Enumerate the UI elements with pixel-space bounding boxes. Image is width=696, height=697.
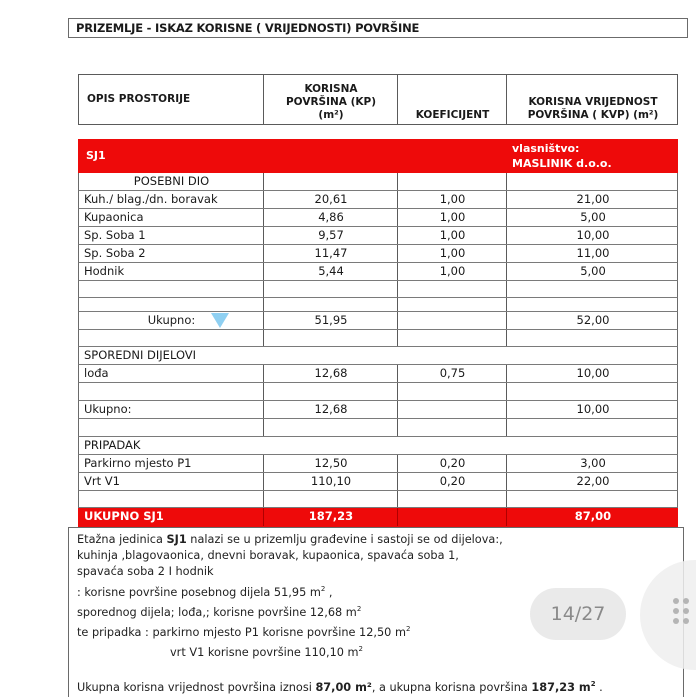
subtotal-kp: 51,95 <box>314 313 348 327</box>
table-header <box>78 74 678 125</box>
kp-value: 12,68 <box>314 366 348 380</box>
kp-value: 5,44 <box>318 264 344 278</box>
note-summary: Ukupna korisna vrijednost površina iznosi 87,00 m², a ukupna korisna površina 187,23 $m^2$ . <box>77 680 603 695</box>
kvp-value: 3,00 <box>580 456 606 470</box>
subtotal-row-sporedni <box>78 401 678 419</box>
note-line: te pripadka : parkirno mjesto P1 korisne površine 12,50 $m^2$ <box>77 625 411 640</box>
note-line: Etažna jedinica SJ1 nalazi se u prizemlju građevine i sastoji se od dijelova:, <box>77 533 503 546</box>
room-name: Kupaonica <box>84 210 144 224</box>
section-title: POSEBNI DIO <box>133 174 210 188</box>
empty-row <box>78 281 678 298</box>
section-title: PRIPADAK <box>84 438 141 452</box>
subtotal-kvp: 10,00 <box>576 402 610 416</box>
note-line: sporednog dijela; lođa,; korisne površine 12,68 $m^2$ <box>77 604 362 619</box>
table-row <box>78 263 678 281</box>
header-korisna-vrijednost: KORISNA VRIJEDNOST POVRŠINA ( KVP) (m²) <box>527 96 659 121</box>
note-line: vrt V1 korisne površine 110,10 $m^2$ <box>170 645 364 660</box>
subtotal-label: Ukupno: <box>147 313 196 327</box>
kp-value: 20,61 <box>314 192 348 206</box>
room-name: lođa <box>84 366 109 380</box>
table-row <box>78 365 678 383</box>
section-pripadak <box>78 437 678 455</box>
section-posebni-dio <box>78 173 678 191</box>
room-name: Hodnik <box>84 264 125 278</box>
koef-value: 1,00 <box>439 246 466 260</box>
kp-value: 9,57 <box>318 228 344 242</box>
kp-value: 11,47 <box>314 246 348 260</box>
grand-total-label: UKUPNO SJ1 <box>84 509 164 523</box>
table-row <box>78 473 678 491</box>
unit-label: SJ1 <box>86 149 106 162</box>
koef-value: 0,20 <box>439 474 466 488</box>
document-title: PRIZEMLJE - ISKAZ KORISNE ( VRIJEDNOSTI) POVRŠINE <box>68 18 688 38</box>
kp-value: 4,86 <box>318 210 344 224</box>
room-name: Sp. Soba 1 <box>84 228 146 242</box>
table-row <box>78 245 678 263</box>
room-name: Parkirno mjesto P1 <box>84 456 192 470</box>
note-line: kuhinja ,blagovaonica, dnevni boravak, kupaonica, spavaća soba 1, <box>77 549 459 563</box>
kp-value: 110,10 <box>310 474 352 488</box>
section-sporedni-dijelovi <box>78 347 678 365</box>
unit-row-sj1 <box>78 139 678 173</box>
page-counter: 14/27 <box>530 588 626 640</box>
header-koeficijent: KOEFICIJENT <box>415 109 490 121</box>
grand-total-kvp: 87,00 <box>574 509 612 523</box>
koef-value: 0,20 <box>439 456 466 470</box>
koef-value: 1,00 <box>439 228 466 242</box>
room-name: Sp. Soba 2 <box>84 246 146 260</box>
kvp-value: 11,00 <box>576 246 610 260</box>
koef-value: 0,75 <box>439 366 466 380</box>
subtotal-kp: 12,68 <box>314 402 348 416</box>
empty-row <box>78 298 678 312</box>
location-marker-icon <box>211 313 229 328</box>
grand-total-kp: 187,23 <box>308 509 354 523</box>
section-title: SPOREDNI DIJELOVI <box>84 348 197 362</box>
table-row <box>78 455 678 473</box>
kvp-value: 5,00 <box>580 264 606 278</box>
empty-row <box>78 419 678 437</box>
kp-value: 12,50 <box>314 456 348 470</box>
table-row <box>78 191 678 209</box>
table-row <box>78 227 678 245</box>
kvp-value: 10,00 <box>576 366 610 380</box>
subtotal-row-posebni <box>78 312 678 330</box>
koef-value: 1,00 <box>439 192 466 206</box>
room-name: Kuh./ blag./dn. boravak <box>84 192 218 206</box>
koef-value: 1,00 <box>439 210 466 224</box>
note-line: spavaća soba 2 I hodnik <box>77 565 214 579</box>
kvp-value: 5,00 <box>580 210 606 224</box>
subtotal-kvp: 52,00 <box>576 313 610 327</box>
header-korisna-povrsina: KORISNA POVRŠINA (KP) (m²) <box>285 83 377 121</box>
empty-row <box>78 330 678 347</box>
koef-value: 1,00 <box>439 264 466 278</box>
grid-dots-icon[interactable] <box>673 598 693 628</box>
table-row <box>78 209 678 227</box>
owner-label: vlasništvo: MASLINIK d.o.o. <box>512 142 612 170</box>
grand-total-row <box>78 508 678 527</box>
kvp-value: 22,00 <box>576 474 610 488</box>
empty-row <box>78 491 678 508</box>
header-opis-prostorije: OPIS PROSTORIJE <box>87 93 191 105</box>
room-name: Vrt V1 <box>84 474 120 488</box>
kvp-value: 10,00 <box>576 228 610 242</box>
note-line: : korisne površine posebnog dijela 51,95 $m^2$ , <box>77 584 333 599</box>
empty-row <box>78 383 678 401</box>
kvp-value: 21,00 <box>576 192 610 206</box>
subtotal-label: Ukupno: <box>84 402 132 416</box>
